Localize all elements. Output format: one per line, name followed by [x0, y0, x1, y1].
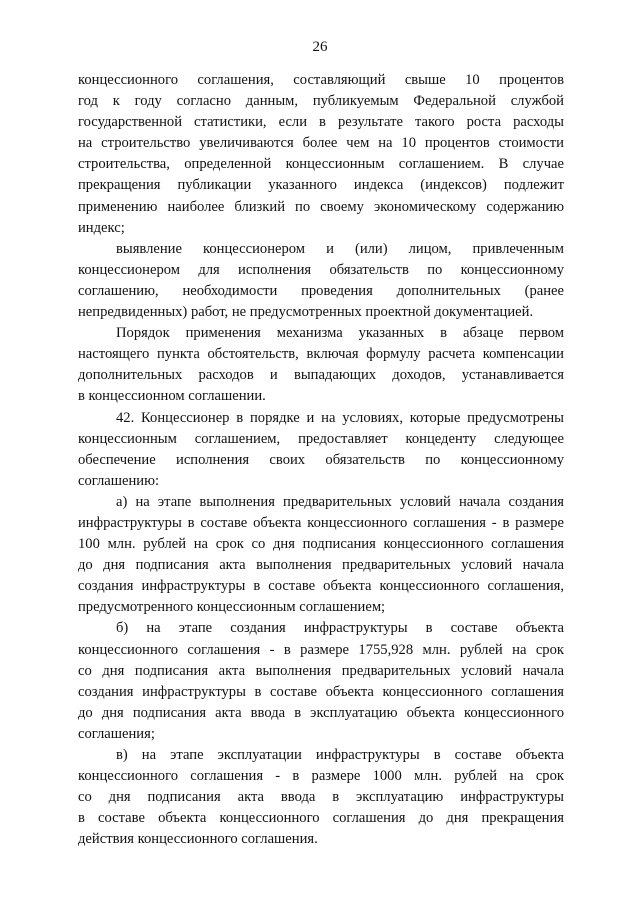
text-line: соглашению: — [78, 472, 160, 489]
text-line: концессионного соглашения - в размере 1755,928 млн. рублей на срок — [78, 641, 564, 658]
text-line: прекращения публикации указанного индекса (индексов) подлежит — [78, 177, 564, 194]
text-line: Порядок применения механизма указанных в абзаце первом — [116, 325, 564, 342]
text-line: в составе объекта концессионного соглашения до дня прекращения — [78, 810, 564, 827]
paragraph-item-v — [78, 745, 564, 850]
text-line: год к году согласно данным, публикуемым Федеральной службой — [78, 93, 564, 110]
text-line: применению наиболее близкий по своему экономическому содержанию — [78, 198, 564, 215]
text-line: в концессионном соглашении. — [78, 388, 266, 405]
text-line: концессионным соглашением, предоставляет концеденту следующее — [78, 430, 564, 447]
text-line: до дня подписания акта выполнения предварительных условий начала — [78, 557, 564, 574]
paragraph-clause-42 — [78, 408, 564, 492]
text-line: предусмотренного концессионным соглашением; — [78, 599, 386, 616]
text-line: соглашению, необходимости проведения дополнительных (ранее — [78, 282, 564, 299]
text-line: соглашения; — [78, 725, 155, 742]
paragraph-continuation — [78, 70, 564, 239]
text-line: концессионером для исполнения обязательств по концессионному — [78, 261, 564, 278]
page-number: 26 — [312, 39, 328, 55]
text-line: настоящего пункта обстоятельств, включая формулу расчета компенсации — [78, 346, 564, 363]
text-line: инфраструктуры в составе объекта концессионного соглашения - в размере — [78, 514, 564, 531]
text-line: обеспечение исполнения своих обязательств по концессионному — [78, 451, 564, 468]
text-line: до дня подписания акта ввода в эксплуатацию объекта концессионного — [78, 704, 564, 721]
document-body — [78, 70, 564, 850]
paragraph-procedure — [78, 323, 564, 407]
text-line: 100 млн. рублей на срок со дня подписания концессионного соглашения — [78, 536, 564, 553]
text-line: а) на этапе выполнения предварительных условий начала создания — [116, 493, 564, 510]
text-line: строительства, определенной концессионным соглашением. В случае — [78, 156, 564, 173]
text-line: государственной статистики, если в результате такого роста расходы — [78, 114, 564, 131]
text-line: индекс; — [78, 219, 125, 236]
text-line: концессионного соглашения - в размере 1000 млн. рублей на срок — [78, 768, 564, 785]
text-line: на строительство увеличиваются более чем на 10 процентов стоимости — [78, 135, 564, 152]
text-line: выявление концессионером и (или) лицом, привлеченным — [116, 240, 564, 257]
text-line: б) на этапе создания инфраструктуры в составе объекта — [116, 620, 564, 637]
paragraph-item-b — [78, 618, 564, 745]
text-line: дополнительных расходов и выпадающих доходов, устанавливается — [78, 367, 564, 384]
text-line: создания инфраструктуры в составе объекта концессионного соглашения — [78, 683, 564, 700]
text-line: со дня подписания акта ввода в эксплуатацию инфраструктуры — [78, 789, 564, 806]
paragraph-item-a — [78, 492, 564, 619]
text-line: концессионного соглашения, составляющий свыше 10 процентов — [78, 72, 564, 88]
text-line: действия концессионного соглашения. — [78, 831, 318, 848]
text-line: 42. Концессионер в порядке и на условиях, которые предусмотрены — [116, 409, 564, 426]
text-line: со дня подписания акта выполнения предварительных условий начала — [78, 662, 564, 679]
text-line: создания инфраструктуры в составе объекта концессионного соглашения, — [78, 578, 564, 595]
text-line: в) на этапе эксплуатации инфраструктуры в составе объекта — [116, 747, 564, 763]
paragraph-identification — [78, 239, 564, 323]
text-line: непредвиденных) работ, не предусмотренных проектной документацией. — [78, 304, 534, 321]
